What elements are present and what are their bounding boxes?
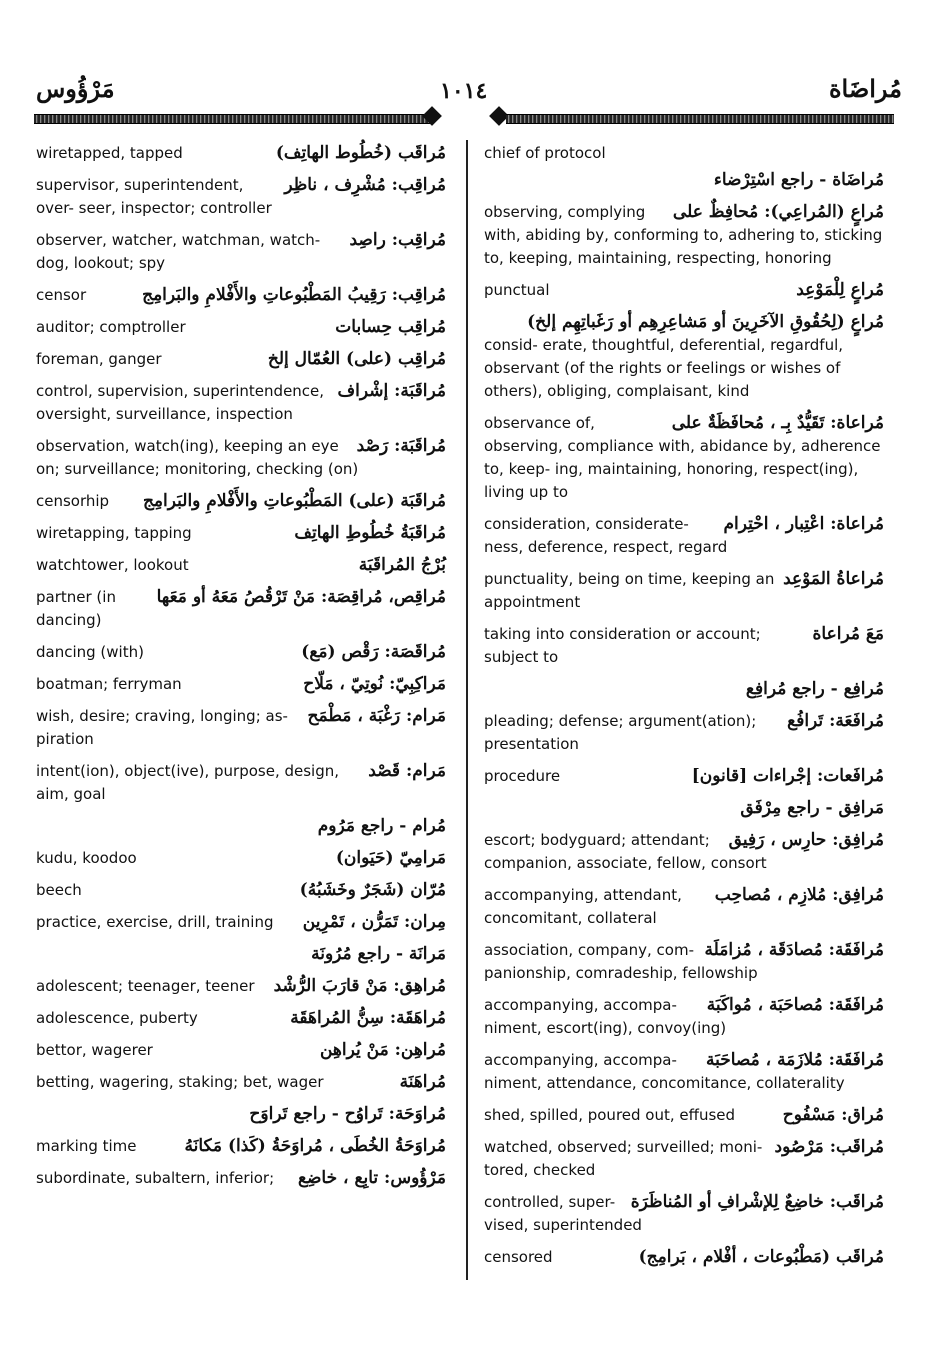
dictionary-entry <box>484 623 884 669</box>
arabic-headword: مُراعاة: تَقَيُّدٌ بِـ ، مُحافَظَةٌ على <box>671 413 884 433</box>
arabic-headword: مَرْؤُوس: تابِع ، خاضِع <box>297 1168 446 1188</box>
arabic-headword: مِران: تَمَرُّن ، تَمْرِين <box>302 912 446 932</box>
arabic-headword: مَرام: قَصْد <box>368 761 446 781</box>
arabic-headword: مُراعٍ لِلْمَوْعِد <box>796 280 884 300</box>
dictionary-entry <box>36 1135 446 1158</box>
english-definition: pleading; defense; argument(ation); presentation <box>484 712 757 753</box>
arabic-headword: مُراقِص، مُراقِصَة: مَنْ تَرْقُصُ مَعَهُ أو مَعَها <box>156 587 446 607</box>
dictionary-entry <box>484 765 884 788</box>
english-definition: foreman, ganger <box>36 350 162 368</box>
english-definition: watched, observed; surveilled; moni- tored, checked <box>484 1138 763 1179</box>
arabic-headword: مَراكِبِيّ: نُوتِيّ ، مَلّاح <box>303 674 446 694</box>
english-definition: observance of, observing, compliance with, abidance by, adherence to, keep- ing, maintaining, honoring, respect(ing), living up to <box>484 414 881 501</box>
english-definition: wish, desire; craving, longing; as- piration <box>36 707 288 748</box>
column-divider <box>466 140 468 1280</box>
arabic-headword: مُراقَبَةُ خُطُوطِ الهاتِف <box>294 523 446 543</box>
cross-reference-entry: مَرانَة - راجع مُرُونَة <box>311 944 446 964</box>
arabic-headword: مُراقَصَة: رَقْص (مَع) <box>301 642 446 662</box>
arabic-headword: مُراعٍ (المُراعِي): مُحافِظٌ على <box>672 202 884 222</box>
dictionary-entry <box>36 586 446 632</box>
english-definition: control, supervision, superintendence, oversight, surveillance, inspection <box>36 382 325 423</box>
dictionary-entry <box>484 829 884 875</box>
english-definition: procedure <box>484 767 561 785</box>
dictionary-entry <box>36 879 446 902</box>
english-definition: censorhip <box>36 492 110 510</box>
english-definition: marking time <box>36 1137 137 1155</box>
continued-definition: chief of protocol <box>484 144 606 162</box>
right-column <box>484 142 884 1278</box>
dictionary-entry <box>36 142 446 165</box>
arabic-headword: مُراهَنَة <box>399 1072 446 1092</box>
english-definition: boatman; ferryman <box>36 675 182 693</box>
left-column <box>36 142 446 1199</box>
dictionary-entry <box>36 522 446 545</box>
arabic-headword: مُراوَحَةُ الخُطَى ، مُراوَحَةُ (كَذا) مَكانَهُ <box>184 1136 446 1156</box>
dictionary-entry <box>36 490 446 513</box>
arabic-headword: مُراقِب: رَقِيبُ المَطْبُوعاتِ والأَفْلامِ والبَرامِج <box>142 285 446 305</box>
dictionary-entry <box>36 705 446 751</box>
cross-reference-entry: مُرافِع - راجع مُرافِع <box>745 679 884 699</box>
english-definition: shed, spilled, poured out, effused <box>484 1106 736 1124</box>
arabic-headword: مُرافَعَة: تَرافُع <box>787 711 884 731</box>
arabic-headword: مُراهِق: مَنْ قارَبَ الرُّشْد <box>273 976 446 996</box>
dictionary-entry <box>36 174 446 220</box>
arabic-headword: مُراقَب: مَرْصُود <box>774 1137 884 1157</box>
cross-reference-entry: مَرافِق - راجع مِرْفَق <box>740 798 884 818</box>
dictionary-entry <box>36 316 446 339</box>
header-rule-left <box>34 114 432 124</box>
dictionary-entry <box>36 284 446 307</box>
arabic-headword: مُرافِق: مُلازِم ، مُصاحِب <box>714 885 884 905</box>
english-definition: subordinate, subaltern, inferior; <box>36 1169 275 1187</box>
dictionary-entry <box>36 554 446 577</box>
cross-reference-entry: مُراضَاة - راجع اسْتِرْضاء <box>713 170 884 190</box>
dictionary-entry <box>484 1104 884 1127</box>
english-definition: observer, watcher, watchman, watch- dog, lookout; spy <box>36 231 321 272</box>
header-guide-word-right: مُراضَاة <box>828 74 902 103</box>
english-definition: controlled, super- vised, superintended <box>484 1193 642 1234</box>
dictionary-entry <box>484 1246 884 1269</box>
english-definition: watchtower, lookout <box>36 556 189 574</box>
dictionary-entry <box>484 939 884 985</box>
dictionary-entry <box>36 1071 446 1094</box>
arabic-headword: مُراهِن: مَنْ يُراهِن <box>319 1040 446 1060</box>
dictionary-entry <box>484 279 884 302</box>
arabic-headword: مُراقَب (خُطُوط الهاتِف) <box>275 143 446 163</box>
dictionary-entry <box>484 1191 884 1237</box>
english-definition: kudu, koodoo <box>36 849 137 867</box>
english-definition: beech <box>36 881 82 899</box>
english-definition: dancing (with) <box>36 643 144 661</box>
english-definition: consideration, considerate- ness, deference, respect, regard <box>484 515 728 556</box>
dictionary-entry <box>36 641 446 664</box>
dictionary-entry <box>36 435 446 481</box>
arabic-headword: بُرْجُ المُراقَبَة <box>358 555 446 575</box>
english-definition: association, company, com- panionship, comradeship, fellowship <box>484 941 758 982</box>
arabic-headword: مُراق: مَسْفُوح <box>782 1105 884 1125</box>
dictionary-entry <box>36 673 446 696</box>
english-definition: censor <box>36 286 87 304</box>
arabic-headword: مَعَ مُراعاة <box>812 624 884 644</box>
english-definition: punctuality, being on time, keeping an appointment <box>484 570 775 611</box>
english-definition: punctual <box>484 281 550 299</box>
dictionary-entry <box>36 847 446 870</box>
dictionary-entry <box>36 911 446 934</box>
header-rule-right <box>506 114 894 124</box>
dictionary-entry <box>36 1167 446 1190</box>
arabic-headword: مُراقَبَة (على) المَطْبُوعاتِ والأَفْلامِ والبَرامِج <box>142 491 446 511</box>
dictionary-entry <box>484 1136 884 1182</box>
arabic-headword: مُراقِب: راصِد <box>349 230 446 250</box>
arabic-headword: مُراهَقَة: سِنُّ المُراهَقَة <box>290 1008 446 1028</box>
english-definition: escort; bodyguard; attendant; companion, associate, fellow, consort <box>484 831 767 872</box>
arabic-headword: مُراقِب (على) العُمّال إلخ <box>267 349 446 369</box>
arabic-headword: مُرافَقَة: مُصادَقَة ، مُزامَلَة <box>704 940 884 960</box>
english-definition: observing, complying with, abiding by, conforming to, adhering to, sticking to, keeping, maintaining, respecting, honoring <box>484 203 883 267</box>
english-definition: adolescence, puberty <box>36 1009 198 1027</box>
dictionary-entry <box>484 710 884 756</box>
arabic-headword: مُراعاةُ المَوْعِد <box>783 569 884 589</box>
arabic-headword: مُراقَب: خاضِعٌ لِلإشْرافِ أو المُناظَرَة <box>630 1192 884 1212</box>
english-definition: bettor, wagerer <box>36 1041 153 1059</box>
cross-reference-entry: مُرام - راجع مَرُوم <box>317 816 446 836</box>
english-definition: intent(ion), object(ive), purpose, design, aim, goal <box>36 762 340 803</box>
dictionary-entry <box>484 884 884 930</box>
english-definition: auditor; comptroller <box>36 318 186 336</box>
arabic-headword: مُرّان (شَجَرٌ وخَشَبُهُ) <box>299 880 446 900</box>
arabic-headword: مُراقَب (مَطْبُوعات ، أفْلام ، بَرامِج) <box>638 1247 884 1267</box>
english-definition: accompanying, attendant, concomitant, collateral <box>484 886 682 927</box>
dictionary-entry <box>36 348 446 371</box>
dictionary-entry <box>484 513 884 559</box>
arabic-headword: مُرافَقَة: مُلازَمَة ، مُصاحَبَة <box>705 1050 884 1070</box>
arabic-headword: مُرافَعات: إجْراءات [قانون] <box>691 766 884 786</box>
dictionary-entry <box>36 1039 446 1062</box>
english-definition: supervisor, superintendent, over- seer, inspector; controller <box>36 176 272 217</box>
english-definition: wiretapping, tapping <box>36 524 192 542</box>
cross-reference-entry: مُراوَحَة: تَراوُح - راجع تَراوَح <box>249 1104 446 1124</box>
arabic-headword: مُراقَبَة: إشْراف <box>337 381 446 401</box>
dictionary-entry <box>484 201 884 270</box>
english-definition: betting, wagering, staking; bet, wager <box>36 1073 324 1091</box>
dictionary-entry <box>484 1049 884 1095</box>
dictionary-entry <box>36 760 446 806</box>
dictionary-entry <box>484 994 884 1040</box>
dictionary-entry <box>484 412 884 504</box>
arabic-headword: مُراقِب حِسابات <box>335 317 446 337</box>
dictionary-entry <box>484 311 884 403</box>
arabic-headword: مُرافِق: حارِس ، رَفِيق <box>728 830 884 850</box>
dictionary-entry <box>36 229 446 275</box>
english-definition: consid- erate, thoughtful, deferential, regardful, observant (of the rights or feelings or wishes of others), obliging, complaisant, kind <box>484 336 844 400</box>
english-definition: accompanying, accompa- niment, escort(ing), convoy(ing) <box>484 996 727 1037</box>
arabic-headword: مُراعٍ (لِحُقُوقِ الآخَرِينَ أو مَشاعِرِهِم أو رَغَباتِهِم إلخ) <box>527 312 884 332</box>
header-guide-word-left: مَرْؤُوس <box>36 74 115 103</box>
english-definition: adolescent; teenager, teener <box>36 977 255 995</box>
arabic-headword: مُراقَبَة: رَصْد <box>356 436 446 456</box>
page-number: ١٠١٤ <box>440 78 488 104</box>
english-definition: partner (in dancing) <box>36 588 116 629</box>
dictionary-entry <box>484 568 884 614</box>
english-definition: accompanying, accompa- niment, attendance, concomitance, collaterality <box>484 1051 845 1092</box>
arabic-headword: مُراقِب: مُشْرِف ، ناظِر <box>284 175 446 195</box>
english-definition: wiretapped, tapped <box>36 144 183 162</box>
english-definition: practice, exercise, drill, training <box>36 913 274 931</box>
arabic-headword: مَرام: رَغْبَة ، مَطْمَح <box>307 706 446 726</box>
english-definition: observation, watch(ing), keeping an eye on; surveillance; monitoring, checking (on) <box>36 437 359 478</box>
english-definition: taking into consideration or account; subject to <box>484 625 761 666</box>
dictionary-entry <box>36 380 446 426</box>
dictionary-entry <box>36 1007 446 1030</box>
arabic-headword: مُرافَقَة: مُصاحَبَة ، مُواكَبَة <box>706 995 884 1015</box>
dictionary-entry <box>36 975 446 998</box>
arabic-headword: مُراعاة: اعْتِبار ، احْتِرام <box>723 514 884 534</box>
english-definition: censored <box>484 1248 553 1266</box>
arabic-headword: مَرامِيّ (حَيَوان) <box>335 848 446 868</box>
